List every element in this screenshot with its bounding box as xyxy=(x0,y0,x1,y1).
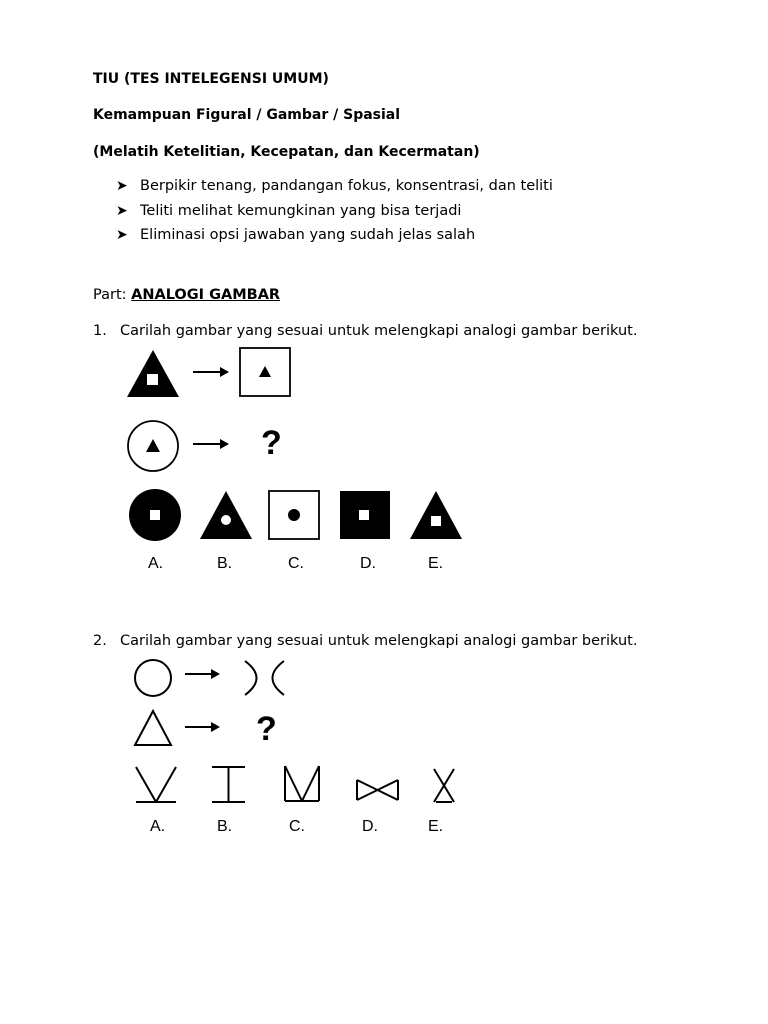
q2-option-c-label: C. xyxy=(289,818,305,835)
q2-option-c-m-shape-icon xyxy=(285,766,319,801)
q2-option-e-hourglass-icon xyxy=(434,769,454,802)
q2-option-a-label: A. xyxy=(150,818,166,835)
tip-item: Teliti melihat kemungkinan yang bisa terjadi xyxy=(140,203,462,219)
q2-triangle-outline-icon xyxy=(135,711,171,745)
tip-item: Berpikir tenang, pandangan fokus, konsentrasi, dan teliti xyxy=(140,178,553,194)
q2-split-circle-arcs-icon xyxy=(245,661,284,695)
q1-option-e-label: E. xyxy=(428,555,444,572)
q2-option-a-v-on-base-icon xyxy=(136,767,176,802)
q2-option-b-label: B. xyxy=(217,818,233,835)
part-name: ANALOGI GAMBAR xyxy=(131,287,281,303)
question-2-question-mark: ? xyxy=(256,710,277,748)
question-2-text: Carilah gambar yang sesuai untuk melengkapi analogi gambar berikut. xyxy=(120,633,638,649)
q1-option-a-label: A. xyxy=(148,555,164,572)
q2-option-b-i-beam-icon xyxy=(212,767,245,802)
right-arrow-icon xyxy=(185,669,220,679)
document-subtitle-2: (Melatih Ketelitian, Kecepatan, dan Kecermatan) xyxy=(93,144,480,160)
q2-circle-outline-icon xyxy=(135,660,171,696)
document-subtitle: Kemampuan Figural / Gambar / Spasial xyxy=(93,107,401,123)
question-1-question-mark: ? xyxy=(261,424,282,462)
q2-option-d-label: D. xyxy=(362,818,378,835)
q1-option-b-label: B. xyxy=(217,555,233,572)
q2-option-d-bowtie-box-icon xyxy=(357,780,398,800)
part-prefix: Part: xyxy=(93,287,127,303)
arrowhead-bullet-icon: ➤ xyxy=(116,227,128,243)
document-title: TIU (TES INTELEGENSI UMUM) xyxy=(93,71,329,87)
question-1-text: Carilah gambar yang sesuai untuk melengkapi analogi gambar berikut. xyxy=(120,323,638,339)
question-2-number: 2. xyxy=(93,633,107,649)
right-arrow-icon xyxy=(185,722,220,732)
arrowhead-bullet-icon: ➤ xyxy=(116,203,128,219)
q1-option-d-label: D. xyxy=(360,555,376,572)
q1-option-c-label: C. xyxy=(288,555,304,572)
q2-option-e-label: E. xyxy=(428,818,444,835)
arrowhead-bullet-icon: ➤ xyxy=(116,178,128,194)
question-1-number: 1. xyxy=(93,323,107,339)
tip-item: Eliminasi opsi jawaban yang sudah jelas salah xyxy=(140,227,476,243)
